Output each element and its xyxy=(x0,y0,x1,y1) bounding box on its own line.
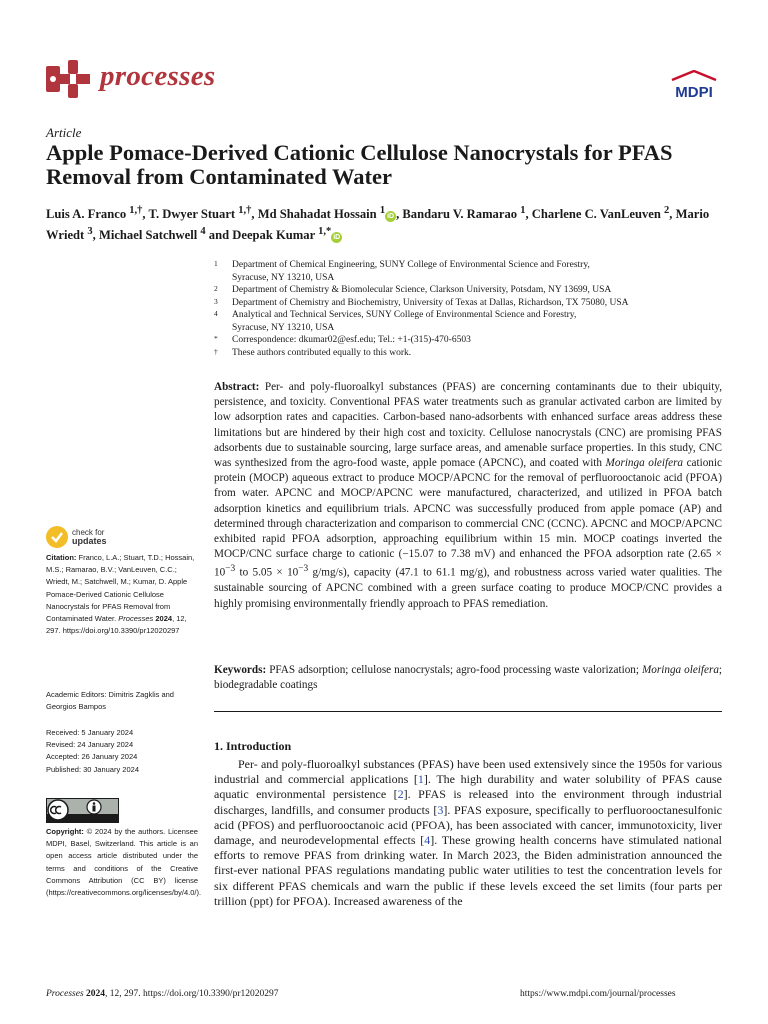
author-name[interactable]: T. Dwyer Stuart xyxy=(148,207,236,222)
orcid-icon[interactable]: iD xyxy=(333,234,341,242)
affiliation-text: Syracuse, NY 13210, USA xyxy=(232,272,335,283)
article-type: Article xyxy=(46,125,82,140)
date-received: Received: 5 January 2024 xyxy=(46,728,134,737)
section-heading-introduction: 1. Introduction xyxy=(214,739,292,753)
affiliation-text: Department of Chemistry & Biomolecular Science, Clarkson University, Potsdam, NY 13699, USA xyxy=(232,285,612,295)
keywords-species: Moringa oleifera xyxy=(641,664,719,676)
affiliations xyxy=(214,259,724,359)
affiliation-text: Department of Chemical Engineering, SUNY College of Environmental Science and Forestry, xyxy=(232,260,590,270)
affiliation-4 xyxy=(214,309,724,334)
citation-journal: Processes xyxy=(118,614,154,624)
affiliation-1 xyxy=(214,259,724,284)
citation-block xyxy=(46,552,198,637)
abstract-text: to 5.05 × 10 xyxy=(235,567,299,580)
affiliation-mark: 1 xyxy=(214,259,218,268)
intro-text: ]. PFAS exposure, specifically to perfluorooctanesulfonic acid (PFOS) and perfluorooctanoic acid (PFOA), has been associated with cancer, immunotoxicity, liver damage, and neurodevelopmental effects [ xyxy=(214,802,722,848)
abstract-exponent: −3 xyxy=(298,564,309,575)
reference-link[interactable]: 2 xyxy=(397,787,404,802)
date-accepted: Accepted: 26 January 2024 xyxy=(46,752,138,762)
author-affiliation-mark: 2 xyxy=(664,205,670,216)
author-name[interactable]: Charlene C. VanLeuven xyxy=(531,207,661,222)
equal-contribution-text: These authors contributed equally to this work. xyxy=(232,347,412,358)
author-list xyxy=(46,202,736,244)
copyright-text: © 2024 by the authors. Licensee MDPI, Basel, Switzerland. This article is an open access article distributed under the terms and conditions of the Creative Commons Attribution (CC BY) license (https://creativecommons.org/licenses/by/4.0/). xyxy=(46,827,202,898)
author-name[interactable]: Luis A. Franco xyxy=(46,207,127,222)
author-affiliation-mark: 1 xyxy=(379,205,386,216)
author-affiliation-mark: 1 xyxy=(520,205,526,216)
affiliation-mark: 3 xyxy=(214,296,218,306)
affiliation-mark: 2 xyxy=(214,284,218,293)
affiliation-text: Analytical and Technical Services, SUNY College of Environmental Science and Forestry, xyxy=(232,310,577,320)
author-separator: , xyxy=(92,228,99,243)
processes-logo-icon xyxy=(46,60,90,98)
abstract-label: Abstract: xyxy=(214,381,260,393)
section-divider xyxy=(214,711,722,712)
abstract-species: Moringa oleifera xyxy=(605,457,684,470)
check-for-updates-button[interactable] xyxy=(46,526,166,550)
citation-year: 2024 xyxy=(155,614,173,624)
affiliation-text: Department of Chemistry and Biochemistry, University of Texas at Dallas, Richardson, TX 75080, USA xyxy=(232,297,629,308)
footer-doi: , 12, 297. https://doi.org/10.3390/pr12020297 xyxy=(105,989,279,999)
author-separator: , xyxy=(251,207,258,222)
abstract-text: Per- and poly-fluoroalkyl substances (PFAS) are concerning contaminants due to their ubiquity, persistence, and toxicity. Conventional PFAS water treatments such as granular activated carbon are limited by low adsorption rates and capacities. Carbon-based nano-adsorbents with enhanced surface areas address these limitations but are hindered by their high cost and toxicity. Cellulose nanocrystals (CNC) are promising PFAS adsorbents due to sustainable sourcing, large surface areas, and amenable surface properties. In this study, CNC was synthesized from the agro-food waste, apple pomace (APCNC), and coated with xyxy=(214,381,722,470)
check-line-2: updates xyxy=(72,536,107,546)
citation-label: Citation: xyxy=(46,553,77,562)
author-name[interactable]: Deepak Kumar xyxy=(232,228,315,243)
orcid-icon[interactable]: iD xyxy=(387,213,395,221)
author-separator: , xyxy=(142,207,149,222)
keywords-label: Keywords: xyxy=(214,664,267,676)
equal-contribution-note xyxy=(214,347,724,360)
affiliation-mark: 4 xyxy=(214,309,218,318)
abstract-text: cationic protein (MOCP) aqueous extract to produce MOCP/APCNC for the removal of perfluorooctanoic acid (PFOA) from water. APCNC and MOCP/APCNC were manufactured, characterized, and utilized in PFOA batch adsorption kinetics and equilibrium trials. APCNC was successfully produced from apple pomace (AP) and determined through characterization and comparison to commercial CNC (CCNC). APCNC and MOCP/APCNC exhibited rapid PFOA adsorption, approaching equilibrium within 15 min. MOCP coatings inverted the MOCP/CNC surface charge to cationic (−15.07 to 7.38 mV) and enhanced the PFOA adsorption rate (2.65 × 10 xyxy=(214,457,722,580)
intro-text: ]. PFAS is released into the environment through industrial discharges, landfills, and consumer products [ xyxy=(214,787,722,817)
introduction-paragraph xyxy=(214,757,722,909)
copyright-label: Copyright: xyxy=(46,827,84,836)
academic-editors: Academic Editors: Dimitris Zagklis and Georgios Bampos xyxy=(46,690,174,712)
journal-name: processes xyxy=(100,60,216,92)
author-affiliation-mark: 1,* xyxy=(318,226,332,238)
affiliation-text: Syracuse, NY 13210, USA xyxy=(232,322,335,333)
abstract-text: g/mg/s), capacity (47.1 to 61.1 mg/g), and robustness across varied water qualities. The sustainable sourcing of APCNC combined with a green surface coating to produce MOCP/CNC provides a highly promising environmentally friendly approach to PFAS remediation. xyxy=(214,567,723,610)
check-line-1: check for xyxy=(72,528,105,537)
abstract-exponent: −3 xyxy=(225,564,236,575)
author-name[interactable]: Michael Satchwell xyxy=(98,228,198,243)
citation-text: Franco, L.A.; Stuart, T.D.; Hossain, M.S.; Ramarao, B.V.; VanLeuven, C.C.; Wriedt, M.; Satchwell, M.; Kumar, D. Apple Pomace-Derived Cationic Cellulose Nanocrystals for PFAS Removal from Contaminated Water. xyxy=(46,553,195,624)
author-affiliation-mark: 1,† xyxy=(129,205,143,216)
date-revised: Revised: 24 January 2024 xyxy=(46,740,134,750)
author-separator: , xyxy=(525,207,532,222)
footer-year: 2024 xyxy=(86,989,106,999)
mdpi-logo-icon[interactable] xyxy=(666,70,722,102)
correspondence-text: Correspondence: dkumar02@esf.edu; Tel.: +1-(315)-470-6503 xyxy=(232,335,471,345)
author-affiliation-mark: 4 xyxy=(200,226,206,238)
reference-link[interactable]: 3 xyxy=(437,802,444,817)
citation-doi-link[interactable]: https://doi.org/10.3390/pr12020297 xyxy=(62,626,180,636)
author-affiliation-mark: 1,† xyxy=(238,205,252,216)
date-published: Published: 30 January 2024 xyxy=(46,764,139,774)
footer-citation xyxy=(46,989,278,999)
mdpi-logo-text: MDPI xyxy=(675,84,713,101)
intro-text: ]. The high durability and water solubility of PFAS cause aquatic environmental persistence [ xyxy=(214,772,722,802)
author-name[interactable]: Md Shahadat Hossain xyxy=(257,207,377,222)
author-separator: , xyxy=(669,207,676,222)
keywords xyxy=(214,663,722,693)
author-separator: , xyxy=(396,207,403,222)
article-title: Apple Pomace-Derived Cationic Cellulose Nanocrystals for PFAS Removal from Contaminated Water xyxy=(46,140,673,189)
publication-dates xyxy=(46,727,198,776)
abstract xyxy=(214,380,722,612)
citation-volume: , 12, 297. xyxy=(46,614,187,636)
footer-journal-url[interactable]: https://www.mdpi.com/journal/processes xyxy=(520,989,676,999)
copyright-notice xyxy=(46,826,202,899)
keywords-text: ; biodegradable coatings xyxy=(214,664,723,692)
correspondence xyxy=(214,334,724,347)
intro-text: ]. These growing health concerns have stimulated national efforts to remove PFAS from drinking water. In March 2023, the Biden administration announced the first-ever national PFAS regulations mandating public water utilities to test the concentration levels for six different PFAS chemicals and warn the public if these levels exceed the set limits (four parts per trillion (ppt) for PFOA). Increased awareness of the xyxy=(214,833,722,908)
keywords-text: PFAS adsorption; cellulose nanocrystals; agro-food processing waste valorization; xyxy=(269,664,639,676)
affiliation-mark: * xyxy=(214,334,218,343)
author-separator: and xyxy=(205,228,233,243)
footer-journal: Processes xyxy=(46,989,84,999)
author-name[interactable]: Bandaru V. Ramarao xyxy=(402,207,518,222)
cc-by-license-icon[interactable] xyxy=(46,798,119,823)
affiliation-2 xyxy=(214,284,724,297)
check-for-updates-icon xyxy=(46,526,68,548)
author-affiliation-mark: 3 xyxy=(87,226,93,238)
reference-link[interactable]: 1 xyxy=(417,772,424,787)
reference-link[interactable]: 4 xyxy=(424,833,431,848)
intro-text: Per- and poly-fluoroalkyl substances (PFAS) have been used extensively since the 1950s for various industrial and commercial applications [ xyxy=(214,757,722,787)
check-for-updates-label xyxy=(72,528,107,546)
author-name[interactable]: Mario Wriedt xyxy=(46,207,710,243)
affiliation-3 xyxy=(214,297,724,310)
affiliation-mark: † xyxy=(214,346,218,356)
